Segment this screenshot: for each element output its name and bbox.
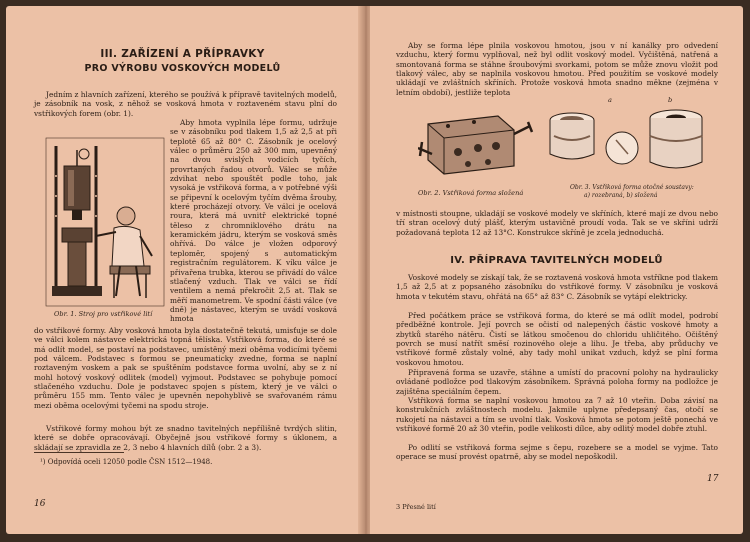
figure-3-label-a: a — [608, 96, 612, 104]
top-paragraph: Aby se forma lépe plnila voskovou hmotou, jsou v ní kanálky pro odvedení vzduchu, který formu vyplňoval, než byl odlit voskový model. Vyčištěná, natřená a smontovaná forma se stáhne šroubovými svorkami, potom se může znovu vložit pod tlakový válec, aby se naplnila voskovou hmotou. Před použitím se voskové modely ukládají ve zvláštních skříních. Protože vosková hmota snadno měkne (zejména v letním období), jestliže teplota — [396, 41, 718, 97]
paragraph-2: Před počátkem práce se vstřiková forma, do které se má odlít model, podrobí předběžné kontrole. Její povrch se očistí od nalepených částic voskové hmoty a zbytků starého nátěru. Čistí se látkou smočenou do chloridu uhličitého. Očištěný povrch se musí natřít směsí rozinového oleje a lihu. Je třeba, aby průduchy ve vstřikové formě zůstaly volné, aby tady mohl unikat vzduch, když se plní forma voskovou hmotou. — [396, 311, 718, 367]
figure-1-machine — [44, 136, 166, 308]
chapter-heading-line1: III. ZAŘÍZENÍ A PŘÍPRAVKY — [100, 48, 265, 60]
chapter-heading-iv: IV. PŘÍPRAVA TAVITELNÝCH MODELŮ — [450, 255, 663, 266]
figure-2-caption: Obr. 2. Vstřiková forma složená — [418, 189, 524, 197]
footnote-rule — [34, 452, 124, 453]
signature-mark: 3 Přesné lití — [396, 503, 436, 511]
figure-3-caption-line1: Obr. 3. Vstřiková forma otočné soustavy: — [570, 184, 694, 191]
last-paragraph: Vstřikové formy mohou být ze snadno tavitelných nepřílišně tvrdých slitin, které se dobře opracovávají. Obyčejně jsou vstřikové formy s úklonem, a skládají se zpravidla ze 2, 3 nebo 4 hlavních dílů (obr. 2 a 3). — [34, 424, 337, 452]
page-number-right: 17 — [707, 474, 719, 484]
chapter-heading-line2: PRO VÝROBU VOSKOVÝCH MODELŮ — [84, 63, 281, 74]
column-paragraph: Aby hmota vyplnila lépe formu, udržuje se v zásobníku pod tlakem 1,5 až 2,5 at při teplotě 65 až 80° C. Zásobník je ocelový válec o průměru 250 až 300 mm, upevněný na dvou svislých vodicích tyčích, provrtaných řadou otvorů. Válec se může zdvihat nebo spouštět podle toho, jak vysoká je vstřiková forma, a v potřebné výši se připevní k ocelovým tyčím dvěma šrouby, které procházejí otvory. Ve válci je ocelová roura, která má uvnitř elektrické topné těleso z chromniklového drátu na keramickém jádru, kterým se vosková směs ohřívá. Do válce je vložen odporový teploměr, spojený s automatickým registračním regulátorem. K víku válce je přivařena trubka, kterou se přivádí do válce stlačený vzduch. Tlak ve válci se řídí ventilem a nemá překročit 2,5 at. Tlak se měří manometrem. Ve spodní části válce (ve dně) je nástavec, kterým se uvádí vosková hmota — [170, 118, 337, 324]
paragraph-1: Voskové modely se získají tak, že se roztavená vosková hmota vstříkne pod tlakem 1,5 až 2,5 at z popsaného zásobníku do vstřikové formy. V zásobníku je vosková hmota v tekutém stavu, ohřátá na 65° až 83° C. Zásobník se vytápí elektricky. — [396, 273, 718, 301]
figure-2-mold — [418, 104, 538, 184]
footnote: ¹) Odpovídá oceli 12050 podle ČSN 1512—1948. — [40, 458, 213, 466]
full-width-paragraph: do vstřikové formy. Aby vosková hmota byla dostatečně tekutá, umisťuje se dole ve válci kolem nástavce elektrická topná tělíska. Vstřiková forma, do které se má odlít model, se postaví na podstavec, umístěný mezi oběma vodicími tyčemi pod válcem. Podstavec s formou se pneumaticky zvedne, forma se naplní roztaveným voskem a pak se spuštěním podstavce forma uvolní, aby se z ní mohl hotový voskový odlitek (model) vyjmout. Podstavec se pohybuje pomocí stlačeného vzduchu. Dole je podstavec spojen s pístem, který je ve válci o průměru 155 mm. Tento válec je upevněn nepohyblivě se svařovaném rámu mezi oběma ocelovými tyčemi na spodu stroje. — [34, 326, 337, 410]
page-number-left: 16 — [34, 499, 46, 509]
figure-3-label-b: b — [668, 96, 673, 104]
left-page — [6, 6, 365, 534]
intro-paragraph: Jedním z hlavních zařízení, kterého se používá k přípravě tavitelných modelů, je zásobník na vosk, z něhož se vosková hmota v roztaveném stavu plní do vstřikových forem (obr. 1). — [34, 90, 337, 118]
figure-3-mold-parts — [546, 106, 718, 178]
paragraph-3: Připravená forma se uzavře, stáhne a umístí do pracovní polohy na hydraulicky ovládané podložce pod tlakovým zásobníkem. Správná poloha formy na podložce je zajištěna speciálním čepem. — [396, 368, 718, 396]
figure-1-caption: Obr. 1. Stroj pro vstřikové lití — [54, 310, 153, 318]
figure-3-caption-line2: a) rozebraná, b) složená — [584, 192, 658, 199]
right-page — [370, 6, 743, 534]
middle-paragraph: v místnosti stoupne, ukladájí se voskové modely ve skříních, které mají ze dvou nebo tří stran ocelový dutý plášť, kterým ustavičně proudí voda. Tak se ve skříni udrží požadovaná teplota 12 až 13°C. Konstrukce skříně je zcela jednoduchá. — [396, 209, 718, 237]
paragraph-5: Po odlití se vstřiková forma sejme s čepu, rozebere se a model se vyjme. Tato operace se musí provést opatrně, aby se model nepoškodil. — [396, 443, 718, 462]
paragraph-4: Vstřiková forma se naplní voskovou hmotou za 7 až 10 vteřin. Doba závisí na konstrukčních zvláštnostech modelu. Jakmile uplyne předepsaný čas, otočí se rukojetí na nástavci a tím se uvolní tlak. Vosková hmota se potom ještě ponechá ve vstřikové formě 20 až 30 vteřin, podle velikosti dílce, aby odlitý model dobře ztuhl. — [396, 396, 718, 434]
